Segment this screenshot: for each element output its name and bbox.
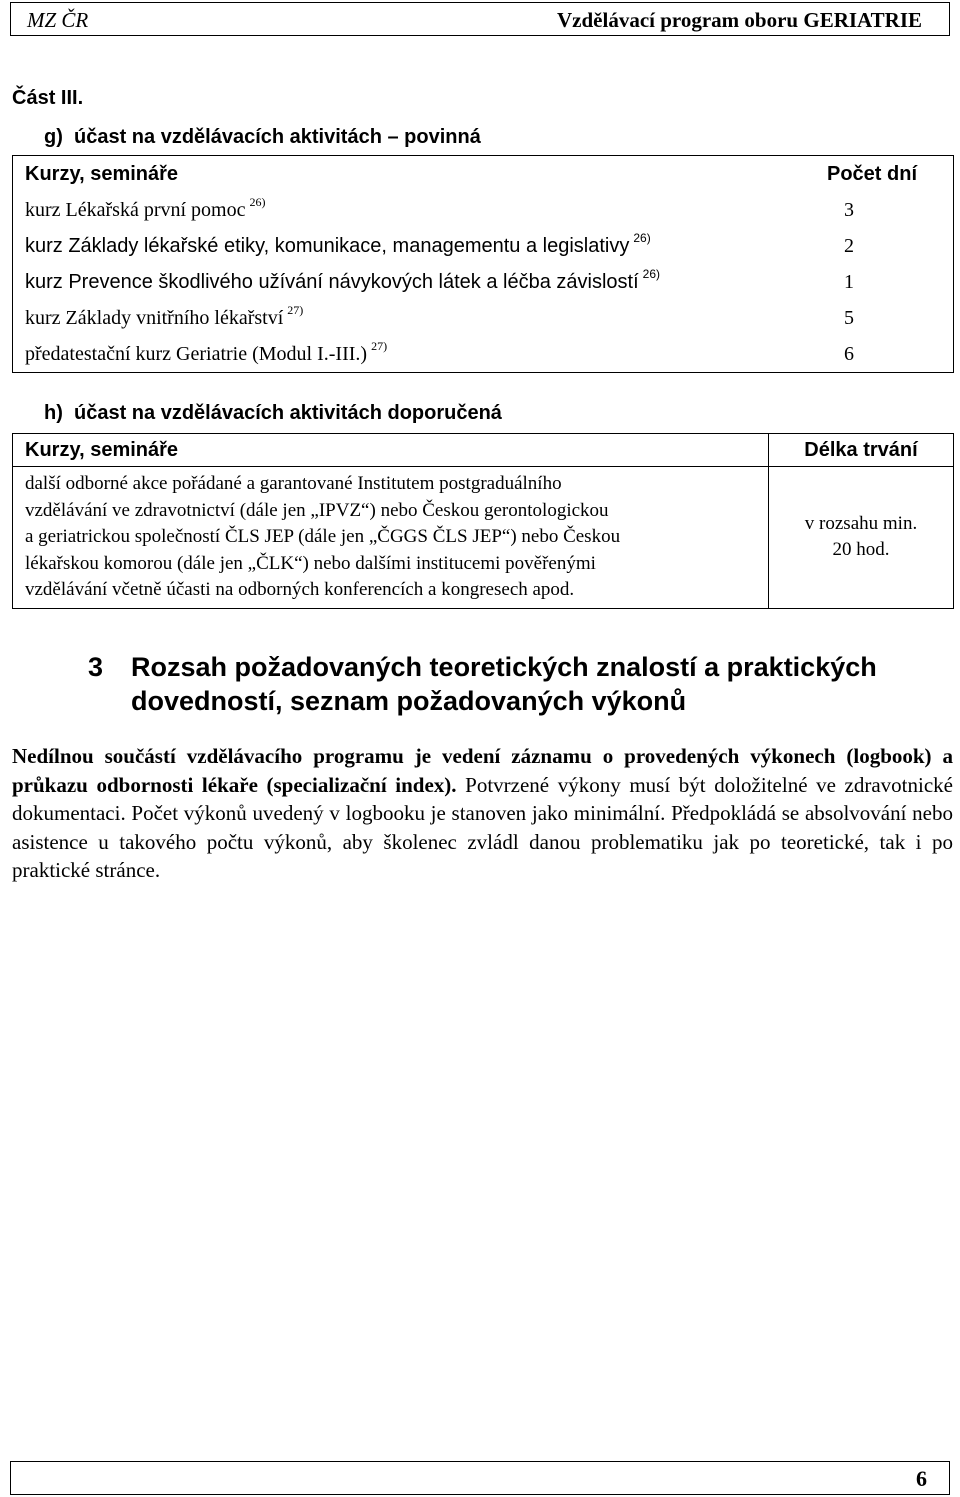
description-line: lékařskou komorou (dále jen „ČLK“) nebo dalšími institucemi pověřenými (25, 552, 596, 574)
days-cell: 1 (844, 270, 854, 293)
table-row (13, 228, 954, 264)
paragraph-text: Potvrzené výkony musí být doložitelné ve zdravotnické dokumentaci. Počet výkonů uvedený v logbooku je stanoven jako minimální. Předpokládá se absolvování nebo asistence u takového počtu výkonů, aby školenec zvládl danou problematiku jak po teoretické, tak i po praktické stránce. (12, 772, 953, 882)
chapter-title: Rozsah požadovaných teoretických znalostí a praktických dovedností, seznam požadovaných výkonů (131, 652, 877, 716)
table-row (13, 264, 954, 300)
table-header-row (13, 156, 954, 193)
course-description-cell (13, 467, 769, 609)
section-h-heading: h) účast na vzdělávacích aktivitách doporučená (44, 402, 502, 424)
page-header (10, 2, 950, 36)
paragraph-bold-text: Nedílnou součástí vzdělávacího programu je vedení záznamu o provedených výkonech (logbook) a průkazu odbornosti lékaře (specializační index). (12, 744, 953, 797)
description-line: vzdělávání ve zdravotnictví (dále jen „IPVZ“) nebo Českou gerontologickou (25, 499, 609, 521)
course-cell: kurz Základy lékařské etiky, komunikace, managementu a legislativy $^{26)}$ (25, 230, 651, 257)
column-header-courses: Kurzy, semináře (25, 162, 179, 185)
table-row (13, 467, 954, 609)
duration-line: v rozsahu min. (804, 512, 918, 534)
duration-cell (769, 467, 954, 609)
description-line: a geriatrickou společností ČLS JEP (dále jen „ČGGS ČLS JEP“) nebo Českou (25, 526, 621, 547)
table-row (13, 336, 954, 373)
column-header-duration: Délka trvání (769, 434, 954, 467)
page-footer (10, 1461, 950, 1495)
course-cell: předatestační kurz Geriatrie (Modul I.-III.) $^{27)}$ (25, 338, 388, 365)
body-paragraph (12, 742, 953, 885)
column-header-days: Počet dní (826, 162, 917, 185)
mandatory-courses-table (12, 155, 954, 373)
table-row (13, 192, 954, 228)
days-cell: 2 (844, 234, 854, 257)
days-cell: 5 (844, 306, 854, 329)
recommended-courses-table (12, 433, 954, 609)
days-cell: 6 (844, 342, 854, 365)
table-header-row (13, 434, 954, 467)
part-title: Část III. (12, 87, 84, 109)
course-cell: kurz Prevence škodlivého užívání návykových látek a léčba závislostí $^{26)}$ (25, 266, 660, 293)
days-cell: 3 (844, 198, 854, 221)
header-ministry: MZ ČR (27, 8, 89, 32)
chapter-number: 3 (88, 652, 104, 682)
course-cell: kurz Základy vnitřního lékařství $^{27)}$ (25, 302, 304, 329)
course-cell: kurz Lékařská první pomoc $^{26)}$ (25, 194, 266, 221)
description-line: další odborné akce pořádané a garantované Institutem postgraduálního (25, 473, 562, 494)
column-header-courses: Kurzy, semináře (13, 434, 769, 467)
page-number: 6 (916, 1466, 927, 1491)
header-program-title: Vzdělávací program oboru GERIATRIE (557, 8, 922, 32)
duration-line: 20 hod. (832, 538, 890, 560)
section-g-heading: g) účast na vzdělávacích aktivitách – povinná (44, 126, 481, 148)
description-line: vzdělávání včetně účasti na odborných konferencích a kongresech apod. (25, 579, 575, 600)
table-row (13, 300, 954, 336)
